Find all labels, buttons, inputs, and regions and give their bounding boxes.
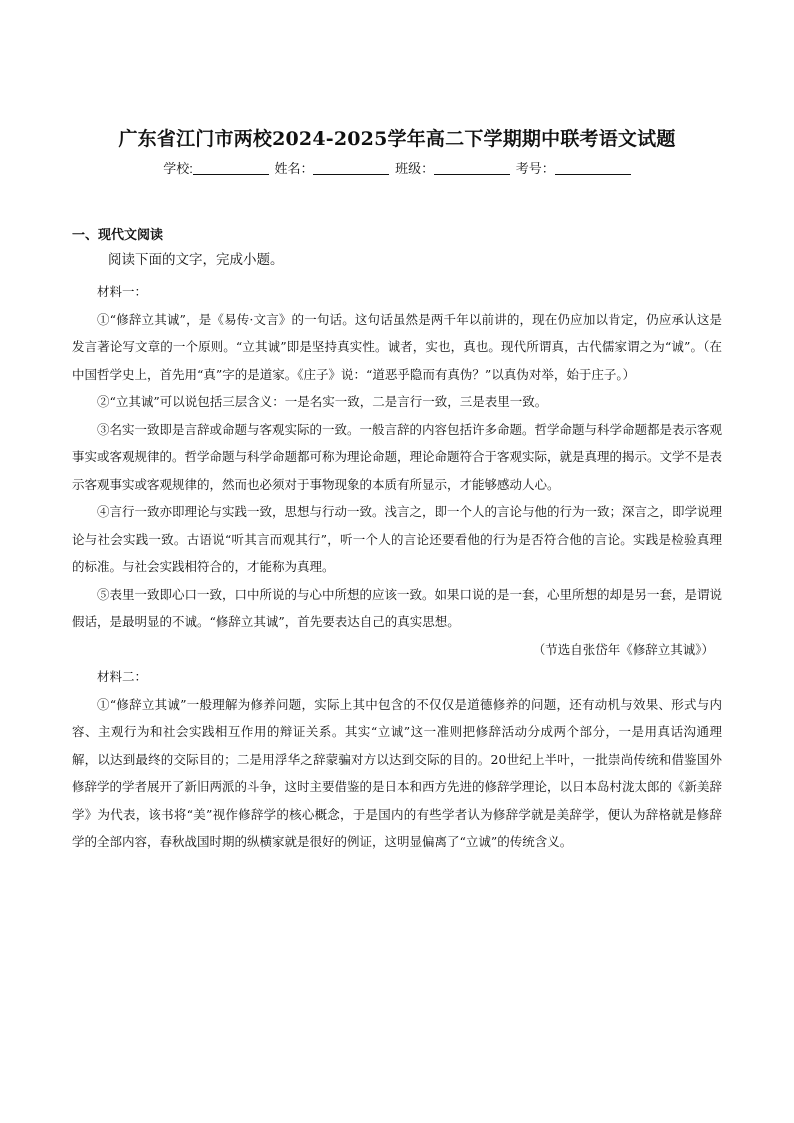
class-blank (434, 161, 510, 175)
school-blank (193, 161, 269, 175)
exam-number-field (516, 158, 631, 177)
material1-paragraph-1: ①“修辞立其诚”，是《易传·文言》的一句话。这句话虽然是两千年以前讲的，现在仍应加以肯定，仍应承认这是发言著论写文章的一个原则。“立其诚”即是坚持真实性。诚者，实也，真也。现代所谓真，古代儒家谓之为“诚”。（在中国哲学史上，首先用“真”字的是道家。《庄子》说：“道恶乎隐而有真伪？”以真伪对举，始于庄子。） (72, 311, 722, 382)
school-label: 学校: (163, 161, 193, 176)
section-heading: 一、现代文阅读 (72, 228, 164, 243)
class-field (395, 158, 510, 177)
name-label: 姓名： (274, 161, 314, 176)
reading-instruction: 阅读下面的文字，完成小题。 (108, 252, 284, 268)
name-field (274, 158, 389, 177)
exam-number-blank (555, 161, 631, 175)
school-field (163, 158, 269, 177)
reading-passage (72, 278, 722, 856)
material1-paragraph-2: ②“立其诚”可以说包括三层含义：一是名实一致，二是言行一致，三是表里一致。 (97, 394, 548, 409)
material1-paragraph-4: ④言行一致亦即理论与实践一致，思想与行动一致。浅言之，即一个人的言论与他的行为一致；深言之，即学说理论与社会实践一致。古语说“听其言而观其行”，听一个人的言论还要看他的行为是否符合他的言论。实践是检验真理的标准。与社会实践相符合的，才能称为真理。 (72, 504, 723, 574)
material1-label: 材料一： (97, 284, 148, 299)
material1-paragraph-5: ⑤表里一致即心口一致，口中所说的与心中所想的应该一致。如果口说的是一套，心里所想的却是另一套，是谓说假话，是最明显的不诚。“修辞立其诚”，首先要表达自己的真实思想。 (72, 586, 723, 629)
material2-paragraph-1: ①“修辞立其诚”一般理解为修养问题，实际上其中包含的不仅仅是道德修养的问题，还有动机与效果、形式与内容、主观行为和社会实践相互作用的辩证关系。其实“立诚”这一准则把修辞活动分成两个部分，一是用真话沟通理解，以达到最终的交际目的；二是用浮华之辞蒙骗对方以达到交际的目的。20世纪上半叶，一批崇尚传统和借鉴国外修辞学的学者展开了新旧两派的斗争，这时主要借鉴的是日本和西方先进的修辞学理论，以日本岛村泷太郎的《新美辞学》为代表，该书将“美”视作修辞学的核心概念，于是国内的有些学者认为修辞学就是美辞学，便认为辞格就是修辞学的全部内容，春秋战国时期的纵横家就是很好的例证，这明显偏离了“立诚”的传统含义。 (72, 696, 723, 849)
material1-paragraph-3: ③名实一致即是言辞或命题与客观实际的一致。一般言辞的内容包括许多命题。哲学命题与科学命题都是表示客观事实或客观规律的。哲学命题与科学命题都可称为理论命题，理论命题符合于客观实际，就是真理的揭示。文学不是表示客观事实或客观规律的，然而也必须对于事物现象的本质有所显示，才能够感动人心。 (72, 421, 723, 492)
material2-label: 材料二： (97, 669, 148, 684)
exam-number-label: 考号： (515, 161, 555, 176)
class-label: 班级： (395, 161, 435, 176)
name-blank (313, 161, 389, 175)
document-title: 广东省江门市两校2024-2025学年高二下学期期中联考语文试题 (118, 128, 676, 150)
material1-source: （节选自张岱年《修辞立其诚》） (532, 641, 714, 657)
student-info-line (0, 158, 794, 177)
